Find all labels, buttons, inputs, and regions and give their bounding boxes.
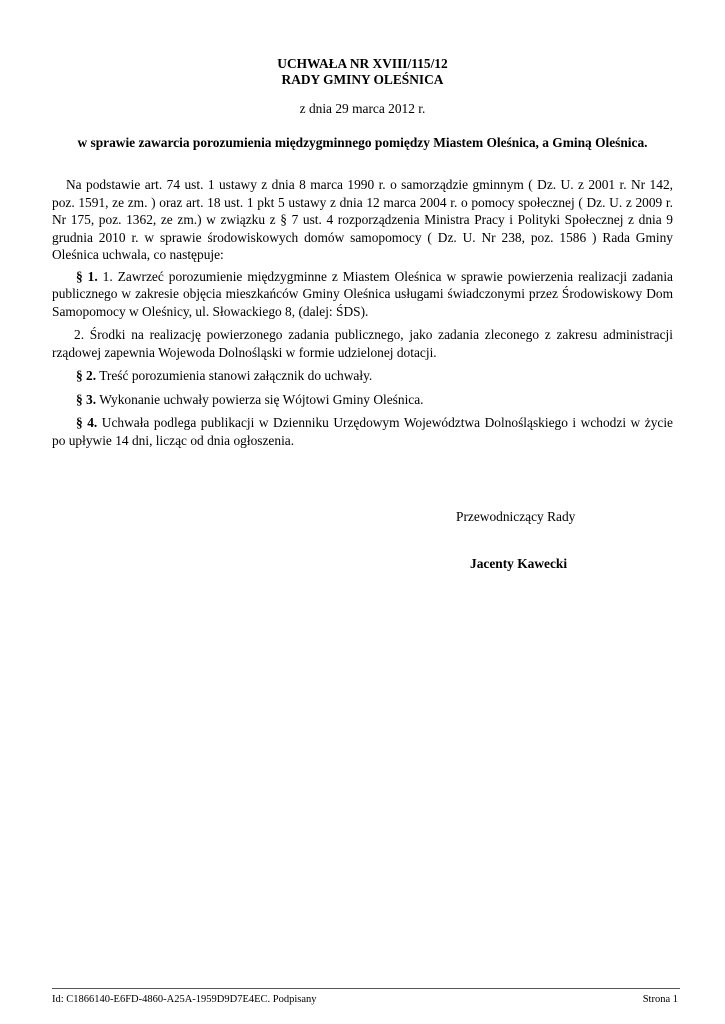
signatory-role: Przewodniczący Rady <box>456 509 576 524</box>
section-2-paragraph <box>52 367 673 385</box>
section-1-text: 1. Zawrzeć porozumienie międzygminne z Miastem Oleśnica w sprawie powierzenia realizacji zadania publicznego w zakresie objęcia mieszkańców Gminy Oleśnica usługami świadczonymi przez Środowiskowy Dom Samopomocy w Oleśnicy, ul. Słowackiego 8, (dalej: ŚDS). <box>52 268 673 319</box>
section-1-point-2: 2. Środki na realizację powierzonego zadania publicznego, jako zadania zleconego z zakresu administracji rządowej zapewnia Wojewoda Dolnośląski w formie udzielonej dotacji. <box>52 327 673 360</box>
section-3-label: § 3. <box>76 391 97 407</box>
section-1-label: § 1. <box>76 268 98 284</box>
section-4-label: § 4. <box>76 415 98 430</box>
resolution-date: z dnia 29 marca 2012 r. <box>299 101 426 116</box>
signatory-name: Jacenty Kawecki <box>470 556 568 571</box>
section-2-text: Treść porozumienia stanowi załącznik do uchwały. <box>96 368 373 383</box>
legal-basis-paragraph: Na podstawie art. 74 ust. 1 ustawy z dnia 8 marca 1990 r. o samorządzie gminnym ( Dz. U. z 2001 r. Nr 142, poz. 1591, ze zm. ) oraz art. 18 ust. 1 pkt 5 ustawy z dnia 12 marca 2004 r. o pomocy społecznej ( Dz. U. z 2009 r. Nr 175, poz. 1362, ze zm.) w związku z § 7 ust. 4 rozporządzenia Ministra Pracy i Polityki Społecznej z dnia 9 grudnia 2010 r. w sprawie środowiskowych domów samopomocy ( Dz. U. Nr 238, poz. 1586 ) Rada Gminy Oleśnica uchwala, co następuje: <box>52 177 673 262</box>
section-3-text: Wykonanie uchwały powierza się Wójtowi Gminy Oleśnica. <box>96 391 424 407</box>
section-3-paragraph <box>52 391 673 409</box>
page-number: Strona 1 <box>642 994 678 1005</box>
resolution-subject: w sprawie zawarcia porozumienia międzygminnego pomiędzy Miastem Oleśnica, a Gminą Oleśnica. <box>77 135 648 150</box>
resolution-body <box>52 176 673 455</box>
resolution-number-title: UCHWAŁA NR XVIII/115/12 <box>277 56 448 71</box>
council-name-title: RADY GMINY OLEŚNICA <box>281 72 444 87</box>
document-id: Id: C1866140-E6FD-4860-A25A-1959D9D7E4EC. Podpisany <box>52 994 317 1005</box>
section-1-paragraph <box>52 268 673 321</box>
section-4-paragraph <box>52 414 673 449</box>
section-4-text: Uchwała podlega publikacji w Dzienniku Urzędowym Województwa Dolnośląskiego i wchodzi w życie po upływie 14 dni, licząc od dnia ogłoszenia. <box>52 415 673 448</box>
section-2-label: § 2. <box>76 368 97 383</box>
footer-divider <box>52 988 680 989</box>
